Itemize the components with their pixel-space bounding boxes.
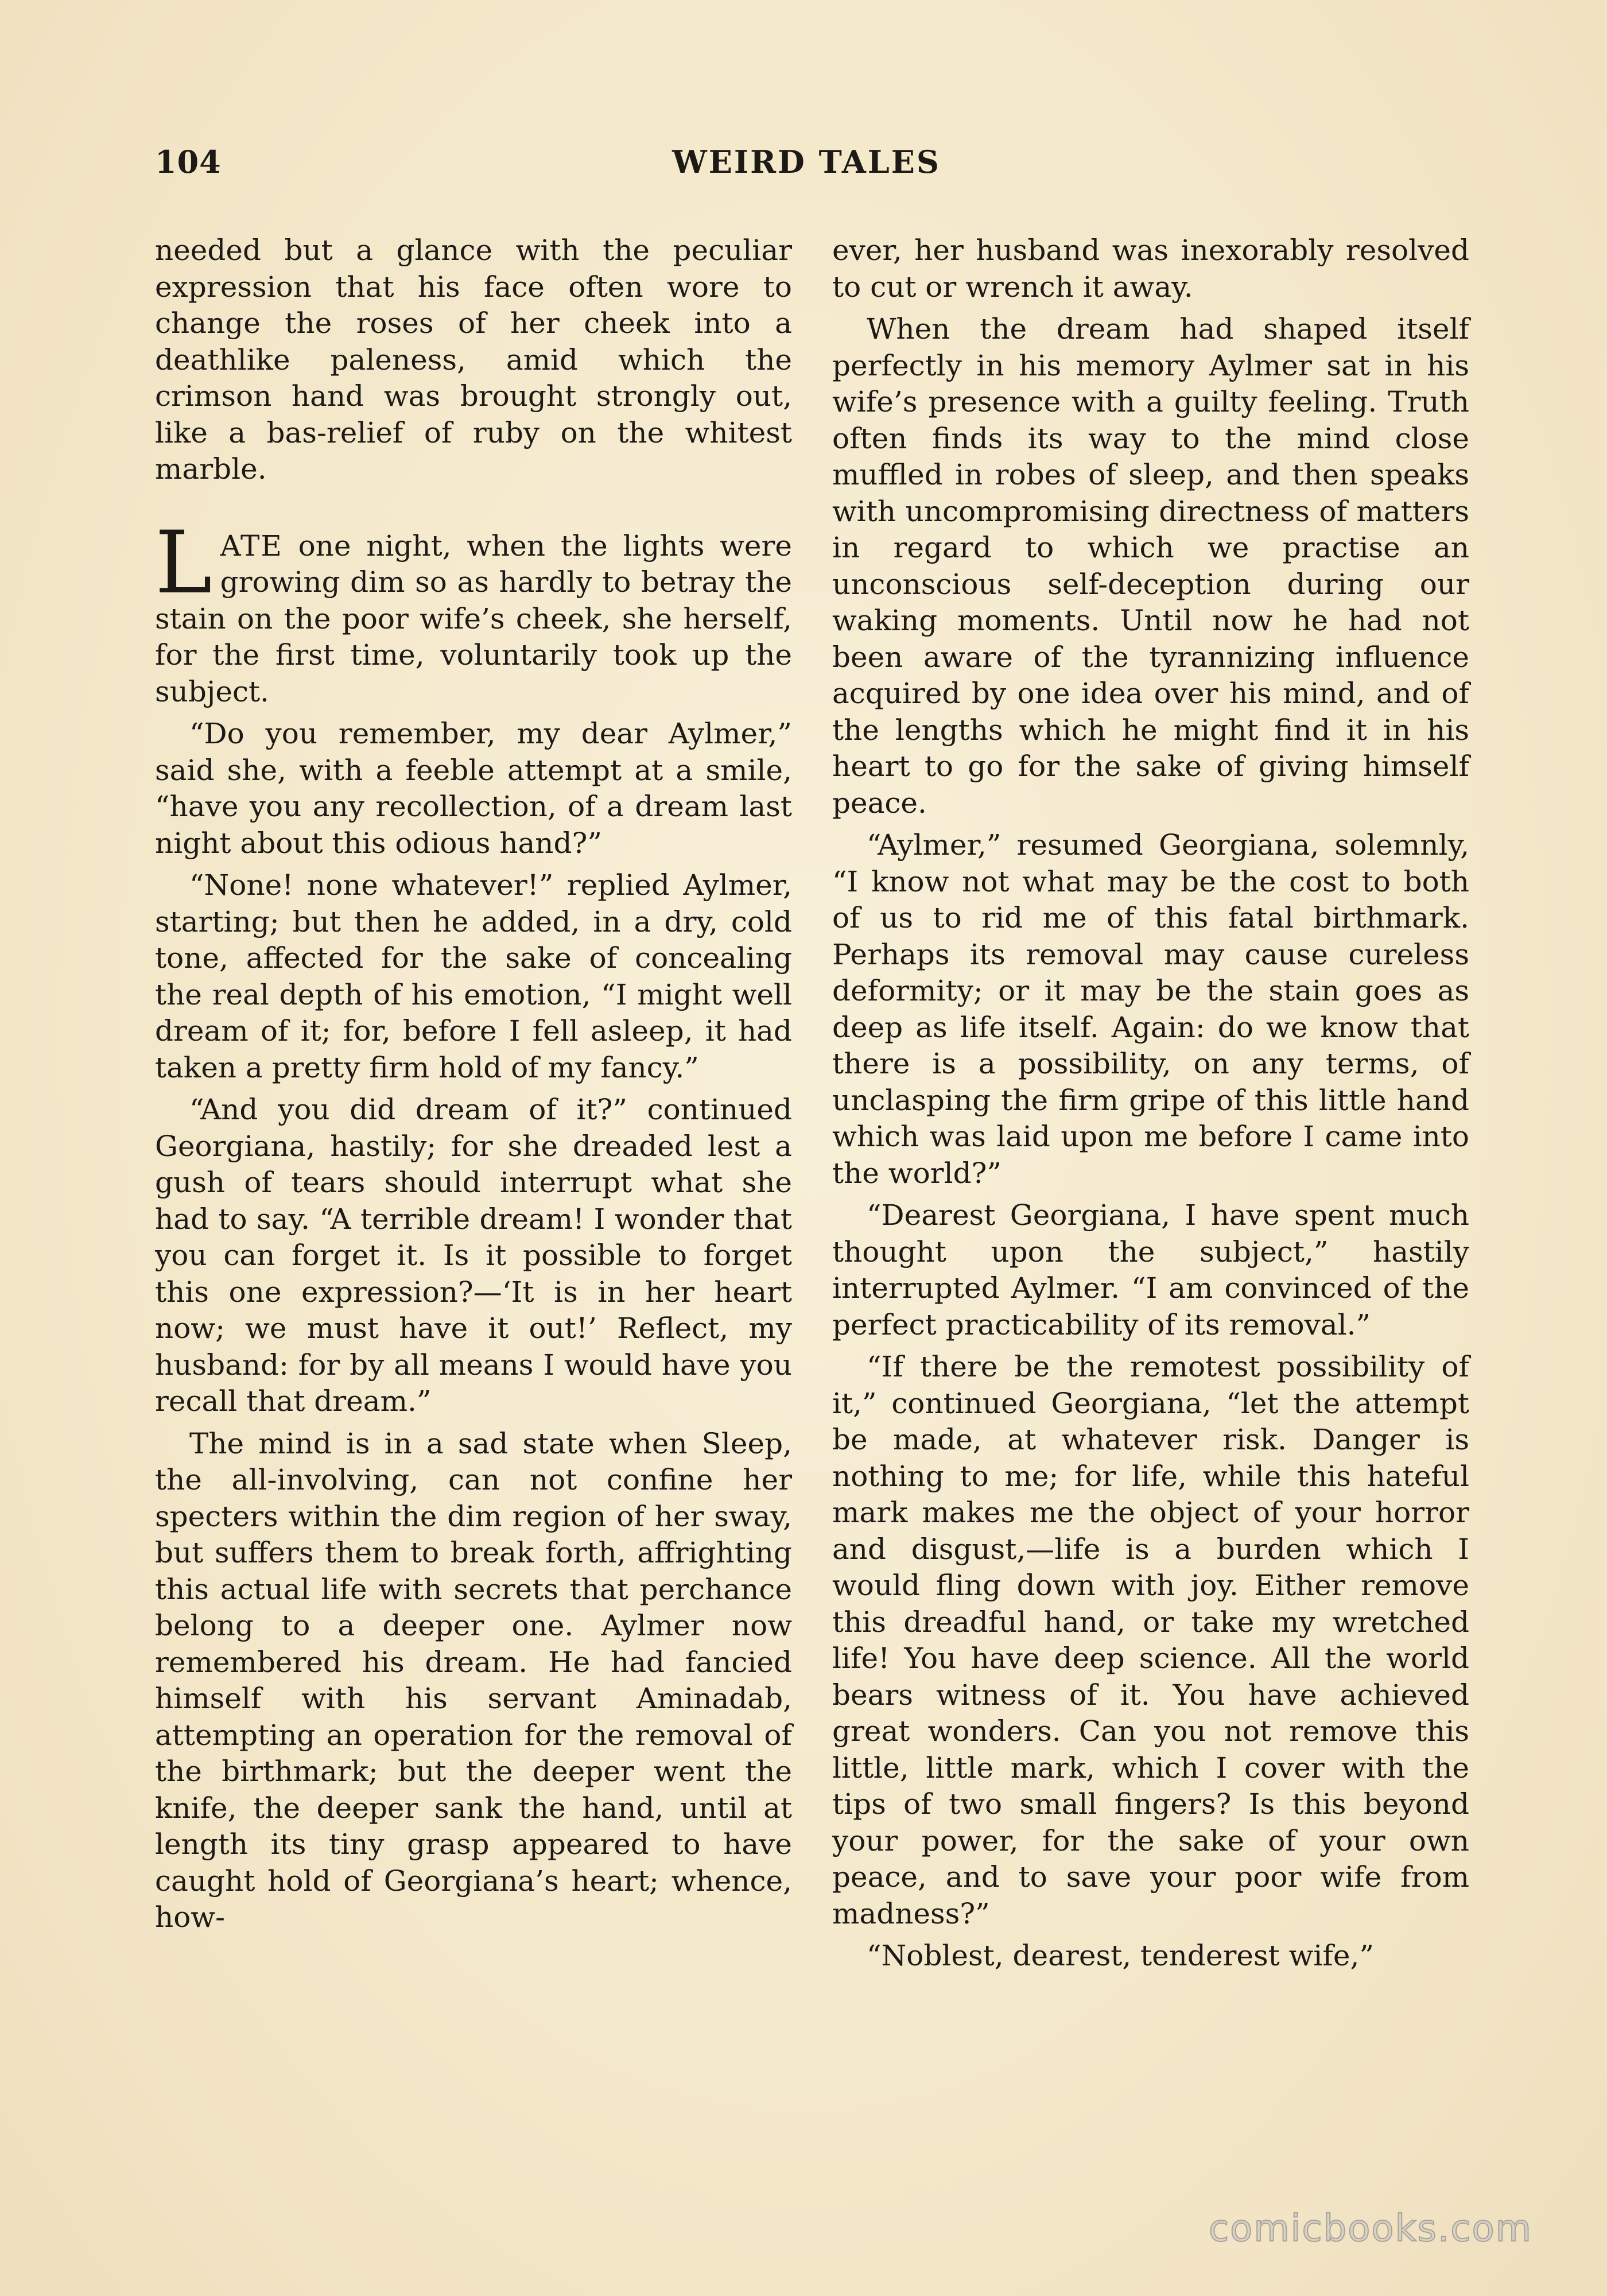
paragraph: “Dearest Georgiana, I have spent much thought upon the subject,” hastily interrupted Aylmer. “I am convinced of the perfect practicability of its removal.” — [832, 1199, 1469, 1341]
paragraph-text: one night, when the lights were growing dim so as hardly to betray the stain on the poor wife’s cheek, she herself, for the first time, voluntarily took up the subject. — [155, 529, 792, 708]
left-column — [155, 232, 792, 1942]
paragraph: “Aylmer,” resumed Georgiana, solemnly, “I know not what may be the cost to both of us to rid me of this fatal birthmark. Perhaps its removal may cause cureless deformity; or it may be the stain goes as deep as life itself. Again: do we know that there is a possibility, on any terms, of unclasping the firm gripe of this little hand which was laid upon me before I came into the world?” — [832, 828, 1469, 1190]
paragraph: “And you did dream of it?” continued Georgiana, hastily; for she dreaded lest a gush of tears should interrupt what she had to say. “A terrible dream! I wonder that you can forget it. Is it possible to forget this one expression?—‘It is in her heart now; we must have it out!’ Reflect, my husband: for by all means I would have you recall that dream.” — [155, 1093, 792, 1418]
paragraph: “If there be the remotest possibility of it,” continued Georgiana, “let the attempt be made, at whatever risk. Danger is nothing to me; for life, while this hateful mark makes me the object of your horror and disgust,—life is a burden which I would fling down with joy. Either remove this dreadful hand, or take my wretched life! You have deep science. All the world bears witness of it. You have achieved great wonders. Can you not remove this little, little mark, which I cover with the tips of two small fingers? Is this beyond your power, for the sake of your own peace, and to save your poor wife from madness?” — [832, 1350, 1469, 1930]
paragraph: The mind is in a sad state when Sleep, the all-involving, can not confine her specters within the dim region of her sway, but suffers them to break forth, affrighting this actual life with secrets that perchance belong to a deeper one. Aylmer now remembered his dream. He had fancied himself with his servant Aminadab, attempting an operation for the removal of the birthmark; but the deeper went the knife, the deeper sank the hand, until at length its tiny grasp appeared to have caught hold of Georgiana’s heart; whence, how- — [155, 1426, 792, 1934]
paragraph: ever, her husband was inexorably resolved to cut or wrench it away. — [832, 234, 1469, 304]
page-header — [155, 144, 1458, 189]
section-start-paragraph — [155, 513, 792, 711]
paragraph: “Noblest, dearest, tenderest wife,” — [867, 1939, 1374, 1972]
small-caps-lead: ATE — [220, 529, 283, 563]
paragraph: needed but a glance with the peculiar expression that his face often wore to change the roses of her cheek into a deathlike paleness, amid which the crimson hand was brought strongly out, like a bas-relief of ruby on the whitest marble. — [155, 234, 792, 486]
watermark: comicbooks.com — [1208, 2208, 1532, 2250]
paragraph: “None! none whatever!” replied Aylmer, starting; but then he added, in a dry, cold tone, affected for the sake of concealing the real depth of his emotion, “I might well dream of it; for, before I fell asleep, it had taken a pretty firm hold of my fancy.” — [155, 868, 792, 1084]
paragraph: When the dream had shaped itself perfectly in his memory Aylmer sat in his wife’s presence with a guilty feeling. Truth often finds its way to the mind close muffled in robes of sleep, and then speaks with uncompromising directness of matters in regard to which we practise an unconscious self-deception during our waking moments. Until now he had not been aware of the tyrannizing influence acquired by one idea over his mind, and of the lengths which he might find it in his heart to go for the sake of giving himself peace. — [832, 312, 1469, 820]
running-title: WEIRD TALES — [672, 144, 941, 180]
page-number: 104 — [155, 144, 222, 180]
right-column — [832, 232, 1469, 1980]
paragraph: “Do you remember, my dear Aylmer,” said she, with a feeble attempt at a smile, “have you any recollection, of a dream last night about this odious hand?” — [155, 717, 792, 860]
drop-cap: L — [155, 513, 212, 613]
